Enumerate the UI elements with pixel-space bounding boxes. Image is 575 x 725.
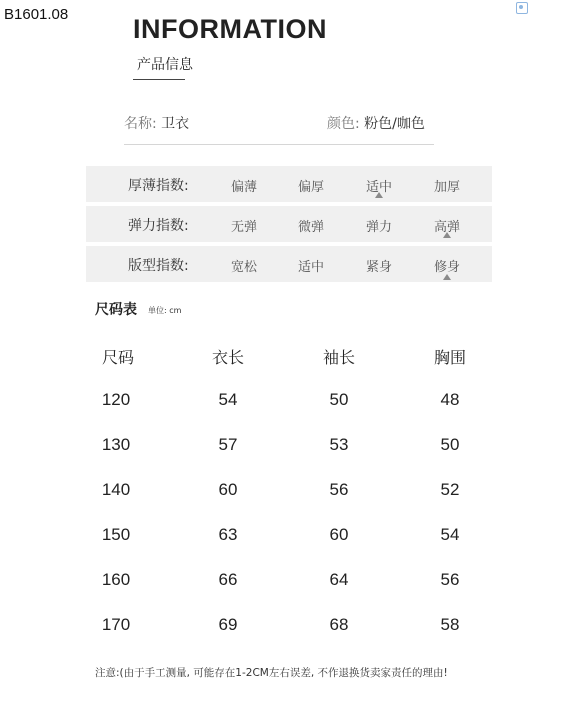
table-cell: 64 [329,570,349,589]
product-name [124,113,189,133]
index-option: 弹力 [365,220,392,235]
table-cell: 54 [218,390,238,409]
table-cell: 50 [440,435,460,454]
page-subtitle: 产品信息 [137,57,193,73]
divider [124,144,434,145]
subtitle-underline [133,79,185,80]
measurement-note: 注意:(由于手工测量, 可能存在1-2CM左右误差, 不作退换货卖家责任的理由! [95,667,448,679]
size-table-title: 尺码表 [95,302,137,318]
table-cell: 150 [101,525,131,544]
index-option: 修身 [433,260,460,275]
table-cell: 52 [440,480,460,499]
index-option: 偏薄 [230,180,257,195]
table-cell: 53 [329,435,349,454]
color-label: 颜色: [327,116,360,132]
selected-marker-icon [375,192,383,198]
product-color [327,113,425,133]
index-option: 适中 [297,260,324,275]
index-option: 加厚 [433,180,460,195]
table-cell: 170 [101,615,131,634]
index-option: 适中 [365,180,392,195]
page-title: INFORMATION [133,14,327,44]
table-cell: 63 [218,525,238,544]
index-option: 无弹 [230,220,257,235]
selected-marker-icon [443,232,451,238]
color-value: 粉色/咖色 [364,116,425,132]
table-cell: 69 [218,615,238,634]
fit-index-row [86,246,492,282]
table-cell: 60 [329,525,349,544]
header-cell: 尺码 [101,348,134,367]
index-option: 高弹 [433,220,460,235]
table-cell: 120 [101,390,131,409]
elasticity-index-row [86,206,492,242]
table-cell: 48 [440,390,460,409]
index-option: 紧身 [365,260,392,275]
name-value: 卫衣 [161,116,190,132]
name-label: 名称: [124,116,157,132]
index-label: 版型指数: [128,258,189,274]
index-option: 偏厚 [297,180,324,195]
table-cell: 130 [101,435,131,454]
size-table-unit: 单位: cm [148,306,182,315]
index-label: 弹力指数: [128,218,189,234]
table-cell: 58 [440,615,460,634]
index-label: 厚薄指数: [128,178,189,194]
table-cell: 56 [440,570,460,589]
table-cell: 160 [101,570,131,589]
table-cell: 50 [329,390,349,409]
table-cell: 60 [218,480,238,499]
table-cell: 56 [329,480,349,499]
index-option: 宽松 [230,260,257,275]
table-cell: 66 [218,570,238,589]
product-code: B1601.08 [4,6,69,23]
selected-marker-icon [443,274,451,280]
image-icon [516,2,528,14]
table-cell: 140 [101,480,131,499]
table-cell: 68 [329,615,349,634]
index-option: 微弹 [297,220,324,235]
header-cell: 袖长 [322,348,355,367]
header-cell: 胸围 [433,348,466,367]
header-cell: 衣长 [211,348,244,367]
table-cell: 57 [218,435,238,454]
table-cell: 54 [440,525,460,544]
thickness-index-row [86,166,492,202]
